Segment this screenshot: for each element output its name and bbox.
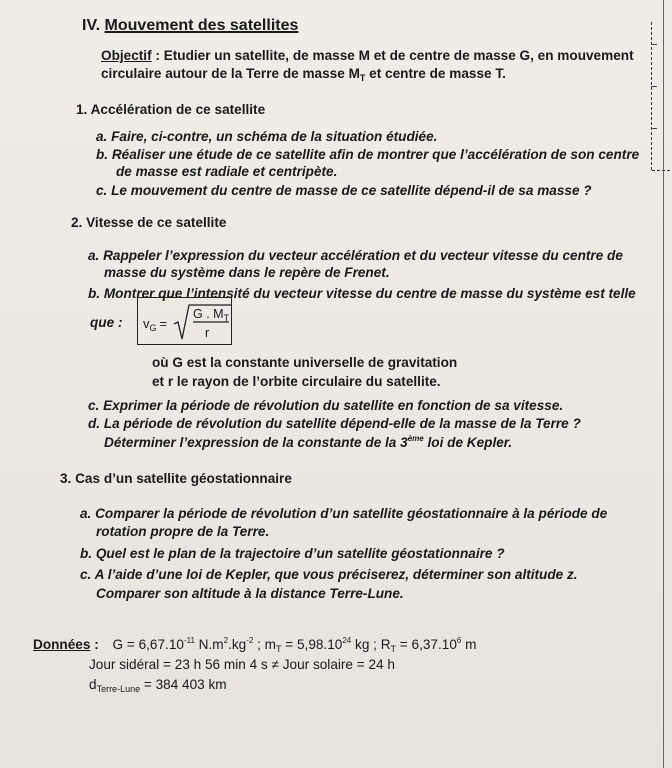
earth-radius: kg ; R [351,637,391,652]
part3-question-c-line2: Comparer son altitude à la distance Terre-Lune. [96,586,404,601]
gravitational-constant: G = 6,67.10 [112,637,184,652]
part2-where-line1: où G est la constante universelle de gravitation [152,355,458,370]
data-line-1: Données : $G = 6,67.10^{-11}$ $N.m^2.kg^{-2}$ ; $m_T = 5,98.10^{24}$ kg ; $R_T = 6,37.10^6$ m [33,636,477,654]
data-line-sidereal-day: Jour sidéral = 23 h 56 min 4 s ≠ Jour solaire = 24 h [89,657,395,672]
part1-question-b-line2: de masse est radiale et centripète. [116,164,338,179]
part3-question-a-line1: a. Comparer la période de révolution d’un satellite géostationnaire à la période de [80,506,608,521]
part2-question-a-line2: masse du système dans le repère de Frenet. [104,265,390,280]
objective-label: Objectif [101,48,152,63]
part2-question-c: c. Exprimer la période de révolution du satellite en fonction de sa vitesse. [88,398,564,413]
data-line-earth-moon-distance: $d_{Terre-Lune} = 384$ 403 km [89,677,227,694]
objective-line-2: circulaire autour de la Terre de masse $M_T$ et centre de masse T. [101,66,506,83]
formula-numerator: G . $M_T$ [193,307,230,323]
part1-question-c: c. Le mouvement du centre de masse de ce satellite dépend-il de sa masse ? [96,183,592,198]
section-number: IV. [82,17,101,34]
part2-question-b-line1: b. Montrer que l’intensité du vecteur vitesse du centre de masse du système est telle [88,286,636,301]
part3-question-b: b. Quel est le plan de la trajectoire d’un satellite géostationnaire ? [80,546,505,561]
formula-v: $v_G$ = [143,316,168,333]
data-label: Données [33,637,91,652]
section-title [82,17,298,34]
part3-question-a-line2: rotation propre de la Terre. [96,524,270,539]
part2-question-b-que: que : [90,315,123,330]
page-edge-line [663,0,664,768]
section-title-text: Mouvement des satellites [104,17,299,34]
formula-denominator: r [205,326,210,340]
objective-line-1: Objectif : Etudier un satellite, de masse M et de centre de masse G, en mouvement [101,48,634,63]
part2-question-d-line1: d. La période de révolution du satellite dépend-elle de la masse de la Terre ? [88,416,581,431]
part1-question-a: a. Faire, ci-contre, un schéma de la situation étudiée. [96,129,438,144]
part2-question-a-line1: a. Rappeler l’expression du vecteur accélération et du vecteur vitesse du centre de [88,248,623,263]
part1-question-b-line1: b. Réaliser une étude de ce satellite afin de montrer que l’accélération de son centre [96,147,640,162]
earth-mass: ; m [253,637,276,652]
part1-heading: 1. Accélération de ce satellite [76,102,266,117]
margin-tick [651,44,657,45]
part2-question-d-line2: Déterminer l’expression de la constante de la 3ème loi de Kepler. [104,434,513,450]
part3-heading: 3. Cas d’un satellite géostationnaire [60,471,292,486]
diagram-area-dashed-corner [652,170,670,171]
margin-tick [651,128,657,129]
margin-tick [651,86,657,87]
part2-heading: 2. Vitesse de ce satellite [71,215,227,230]
part2-where-line2: et r le rayon de l’orbite circulaire du satellite. [152,374,441,389]
part3-question-c-line1: c. A l’aide d’une loi de Kepler, que vous préciserez, déterminer son altitude z. [80,567,578,582]
